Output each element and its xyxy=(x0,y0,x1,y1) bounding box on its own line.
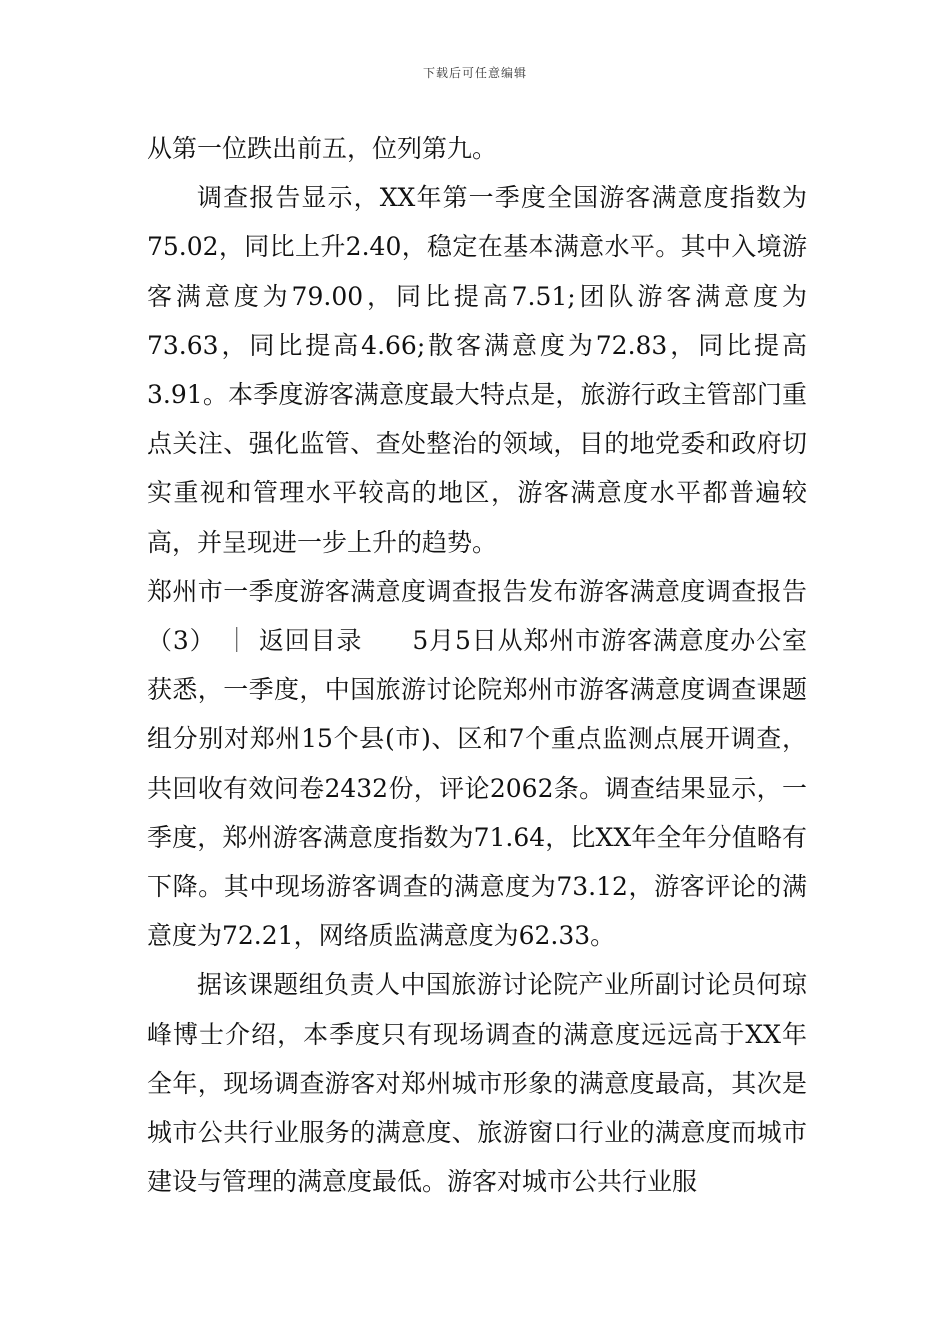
paragraph-continuation: 从第一位跌出前五，位列第九。 xyxy=(147,134,498,163)
paragraph-expert-introduction: 据该课题组负责人中国旅游讨论院产业所副讨论员何琼峰博士介绍，本季度只有现场调查的满意度远远高于XX年全年，现场调查游客对郑州城市形象的满意度最高，其次是城市公共行业服务的满意度、旅游窗口行业的满意度而城市建设与管理的满意度最低。游客对城市公共行业服 xyxy=(147,970,807,1197)
header-note: 下载后可任意编辑 xyxy=(422,66,527,80)
report-heading: 郑州市一季度游客满意度调查报告发布游客满意度调查报告（3） xyxy=(147,576,807,656)
paragraph-national-survey: 调查报告显示，XX年第一季度全国游客满意度指数为75.02，同比上升2.40，稳定在基本满意水平。其中入境游客满意度为79.00，同比提高7.51;团队游客满意度为73.63，同比提高4.66;散客满意度为72.83，同比提高3.91。本季度游客满意度最大特点是，旅游行政主管部门重点关注、强化监管、查处整治的领域，目的地党委和政府切实重视和管理水平较高的地区，游客满意度水平都普遍较高，并呈现进一步上升的趋势。 xyxy=(147,183,807,557)
nav-separator: ｜ xyxy=(224,626,251,656)
report-body: 5月5日从郑州市游客满意度办公室获悉，一季度，中国旅游讨论院郑州市游客满意度调查课题组分别对郑州15个县(市)、区和7个重点监测点展开调查，共回收有效问卷2432份，评论2062条。调查结果显示，一季度，郑州游客满意度指数为71.64，比XX年全年分值略有下降。其中现场游客调查的满意度为73.12，游客评论的满意度为72.21，网络质监满意度为62.33。 xyxy=(147,626,807,951)
back-to-contents-link[interactable]: 返回目录 xyxy=(258,626,363,656)
document-body xyxy=(147,124,807,1206)
paragraph-zhengzhou-report xyxy=(147,567,807,961)
